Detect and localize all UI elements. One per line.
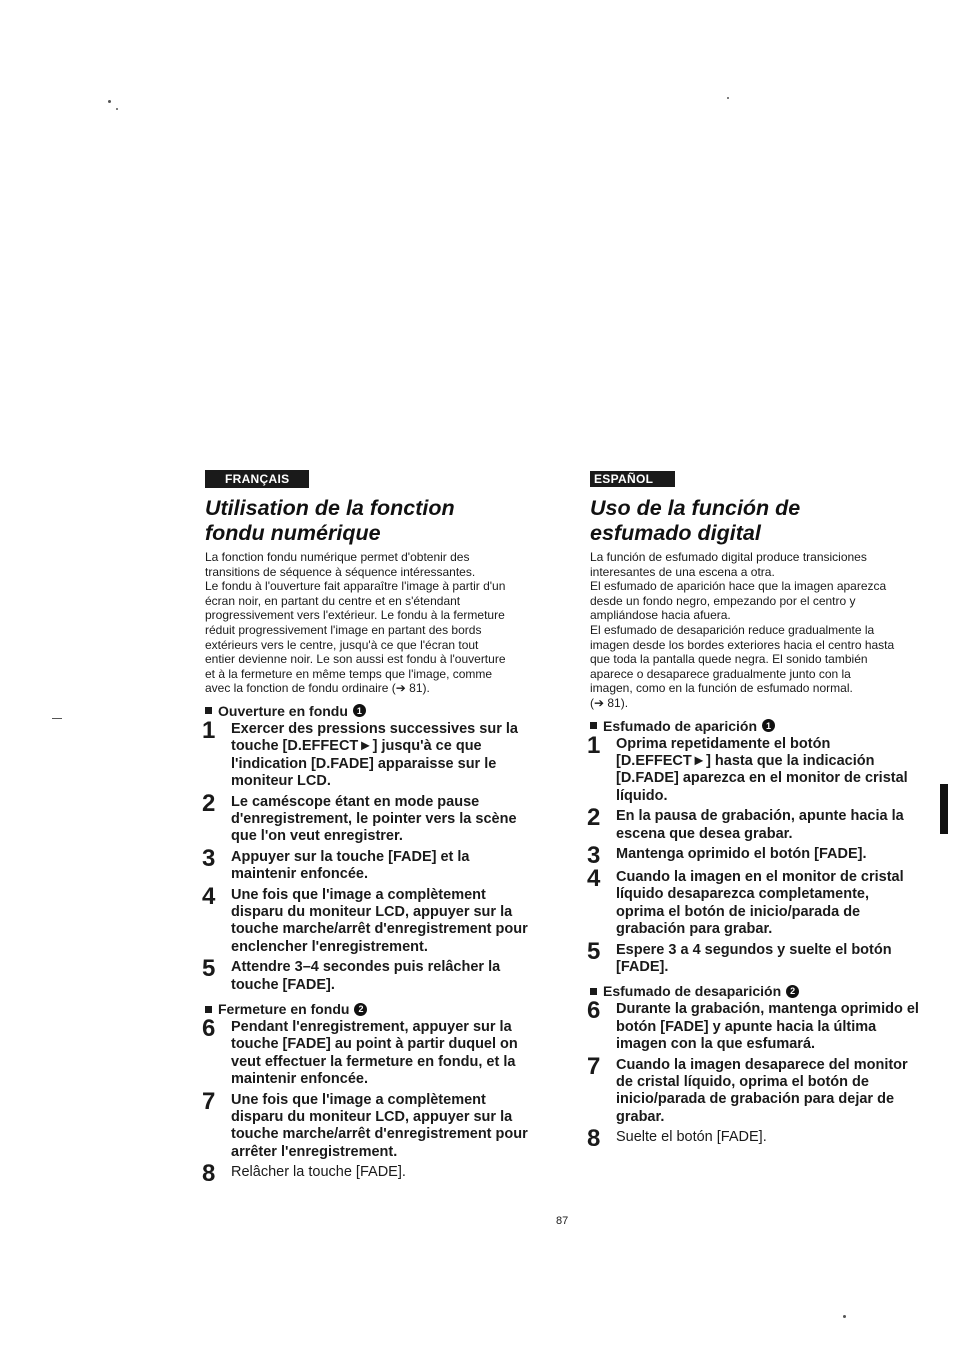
step-number: 2 (202, 789, 216, 817)
step-item (587, 1052, 920, 1127)
french-title-line2: fondu numérique (205, 521, 381, 545)
step-text: Oprima repetidamente el botón [D.EFFECT►] hasta que la indicación [D.FADE] aparezca en el monitor de cristal líquido. (616, 735, 908, 804)
step-number: 1 (202, 716, 216, 744)
step-item (202, 955, 535, 994)
spanish-column (587, 470, 920, 1153)
scan-speck (108, 100, 111, 103)
step-text: Appuyer sur la touche [FADE] et la maintenir enfoncée. (231, 848, 470, 883)
step-text: Pendant l'enregistrement, appuyer sur la touche [FADE] au point à partir duquel on veut effectuer la fermeture en fondu, et la maintenir enfoncée. (231, 1019, 518, 1088)
step-number: 6 (202, 1015, 216, 1043)
french-steps-fade-in (202, 716, 535, 994)
french-steps-fade-out (202, 1015, 535, 1188)
step-text: Le caméscope étant en mode pause d'enregistrement, le pointer vers la scène que l'on veut enregistrer. (231, 793, 517, 845)
step-item (587, 997, 920, 1053)
language-tab-espanol: ESPAÑOL (590, 471, 675, 487)
page-number: 87 (556, 1215, 569, 1227)
step-number: 4 (587, 864, 601, 892)
scan-speck (727, 97, 729, 99)
step-text: Exercer des pressions successives sur la touche [D.EFFECT►] jusqu'à ce que l'indication [D.FADE] apparaisse sur le moniteur LCD. (231, 720, 518, 790)
section-edge-marker (940, 784, 948, 834)
intro-line: aparece o desaparece gradualmente junto con la (590, 666, 851, 681)
french-subheading-fade-in (205, 703, 535, 719)
step-text: Suelte el botón [FADE]. (616, 1129, 767, 1146)
intro-line: desde un fondo negro, empezando por el centro y (590, 593, 856, 608)
spanish-title (590, 496, 920, 546)
step-text: Cuando la imagen en el monitor de cristal líquido desaparezca completamente, oprima el botón de inicio/parada de grabación para grabar. (616, 868, 904, 938)
spanish-title-line1: Uso de la función de (590, 496, 801, 520)
intro-line: (➔ 81). (590, 695, 629, 710)
french-title (205, 496, 535, 546)
circled-number-icon: 2 (786, 985, 799, 998)
step-item (202, 716, 535, 791)
intro-line: transitions de séquence à séquence intéressantes. (205, 564, 476, 579)
scan-speck (116, 108, 118, 110)
step-item (202, 882, 535, 957)
intro-line: écran noir, en partant du centre et en s'étendant (205, 593, 461, 608)
step-number: 7 (202, 1087, 216, 1115)
step-number: 8 (587, 1125, 601, 1153)
step-text: Espere 3 a 4 segundos y suelte el botón [FADE]. (616, 941, 892, 975)
step-item (202, 1160, 535, 1188)
intro-line: que toda la pantalla quede negra. El sonido también (590, 652, 868, 667)
intro-line: avec la fonction de fondu ordinaire (➔ 81). (205, 681, 430, 696)
step-text: Attendre 3–4 secondes puis relâcher la touche [FADE]. (231, 959, 501, 993)
subheading-text: Esfumado de desaparición (603, 983, 782, 1000)
intro-line: La función de esfumado digital produce transiciones (590, 550, 867, 564)
intro-line: La fonction fondu numérique permet d'obtenir des (205, 550, 470, 564)
step-item (587, 864, 920, 939)
step-text: Durante la grabación, mantenga oprimido el botón [FADE] y apunte hacia la última imagen con la que esfumará. (616, 1001, 919, 1053)
step-item (587, 1125, 920, 1153)
step-text: Une fois que l'image a complètement disparu du moniteur LCD, appuyer sur la touche marche/arrêt d'enregistrement pour arrêter l'enregistrement. (231, 1091, 528, 1160)
step-item (202, 1015, 535, 1089)
spanish-steps-fade-out (587, 997, 920, 1153)
step-item (587, 804, 920, 843)
bullet-square-icon (590, 722, 597, 729)
scan-speck (843, 1315, 846, 1318)
step-number: 8 (202, 1160, 216, 1188)
step-number: 2 (587, 804, 601, 832)
step-number: 1 (587, 731, 601, 759)
intro-line: El esfumado de desaparición reduce gradualmente la (590, 622, 875, 637)
intro-line: El esfumado de aparición hace que la imagen aparezca (590, 579, 887, 594)
bullet-square-icon (205, 707, 212, 714)
intro-line: réduit progressivement l'image en partant des bords (205, 622, 482, 637)
step-item (587, 841, 920, 869)
subheading-text: Ouverture en fondu (218, 702, 348, 719)
step-item (202, 1087, 535, 1162)
spanish-steps-fade-in (587, 731, 920, 977)
circled-number-icon: 2 (354, 1003, 367, 1016)
french-intro (205, 550, 535, 696)
scan-speck (52, 718, 62, 719)
step-text: En la pausa de grabación, apunte hacia la escena que desea grabar. (616, 808, 904, 842)
intro-line: Le fondu à l'ouverture fait apparaître l'image à partir d'un (205, 579, 506, 594)
step-text: Cuando la imagen desaparece del monitor de cristal líquido, oprima el botón de inicio/parada de grabación para dejar de grabar. (616, 1056, 908, 1125)
step-number: 7 (587, 1052, 601, 1080)
circled-number-icon: 1 (353, 704, 366, 717)
intro-line: imagen, como en la función de esfumado normal. (590, 681, 853, 696)
step-item (587, 731, 920, 806)
step-number: 3 (202, 844, 216, 872)
step-item (202, 844, 535, 884)
bullet-square-icon (590, 988, 597, 995)
intro-line: ampliándose hacia afuera. (590, 608, 731, 623)
bullet-square-icon (205, 1006, 212, 1013)
step-text: Relâcher la touche [FADE]. (231, 1164, 406, 1181)
step-text: Mantenga oprimido el botón [FADE]. (616, 845, 867, 862)
step-number: 5 (587, 937, 601, 965)
step-number: 4 (202, 882, 216, 910)
step-item (587, 937, 920, 977)
step-number: 6 (587, 997, 601, 1025)
french-title-line1: Utilisation de la fonction (205, 496, 455, 520)
language-tab-francais: FRANÇAIS (205, 470, 309, 488)
spanish-subheading-fade-out (590, 983, 920, 999)
step-item (202, 789, 535, 846)
spanish-intro (590, 550, 920, 711)
french-subheading-fade-out (205, 1001, 535, 1017)
step-text: Une fois que l'image a complètement disparu du moniteur LCD, appuyer sur la touche marche/arrêt d'enregistrement pour enclencher l'enregistrement. (231, 886, 528, 955)
intro-line: extérieurs vers le centre, jusqu'à ce que l'écran tout (205, 637, 479, 652)
step-number: 3 (587, 841, 601, 869)
french-column (202, 470, 535, 1188)
intro-line: interesantes de una escena a otra. (590, 564, 775, 579)
spanish-subheading-fade-in (590, 718, 920, 734)
intro-line: et à la fermeture en même temps que l'image, comme (205, 666, 493, 681)
step-number: 5 (202, 955, 216, 983)
subheading-text: Fermeture en fondu (218, 1001, 350, 1018)
subheading-text: Esfumado de aparición (603, 717, 758, 734)
spanish-title-line2: esfumado digital (590, 521, 761, 545)
intro-line: imagen desde los bordes exteriores hacia el centro hasta (590, 637, 895, 652)
circled-number-icon: 1 (762, 719, 775, 732)
intro-line: progressivement vers l'extérieur. Le fondu à la fermeture (205, 608, 505, 623)
intro-line: entier devienne noir. Le son aussi est fondu à l'ouverture (205, 652, 506, 667)
